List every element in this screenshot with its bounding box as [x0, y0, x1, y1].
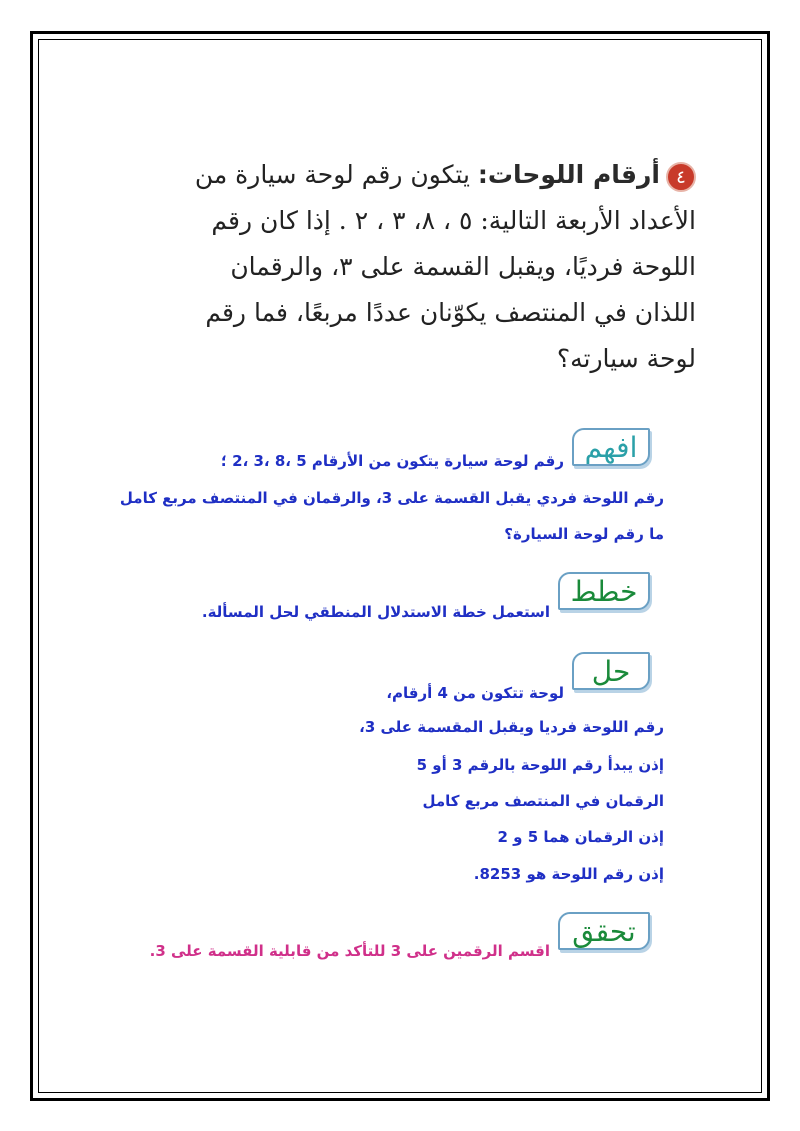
problem-text: اللذان في المنتصف يكوّنان عددًا مربعًا، فما رقم: [205, 298, 696, 327]
solve-line: لوحة تتكون من 4 أرقام،: [386, 684, 564, 702]
solve-line: إذن رقم اللوحة هو 8253.: [473, 865, 664, 883]
solve-line: إذن الرقمان هما 5 و 2: [497, 828, 664, 846]
solve-line: رقم اللوحة فرديا ويقبل المقسمة على 3،: [359, 718, 664, 736]
problem-text: الأعداد الأربعة التالية: ٥ ، ٨، ٣ ، ٢ . إذا كان رقم: [211, 206, 696, 235]
check-label: تحقق: [558, 912, 650, 950]
plan-label: خطط: [558, 572, 650, 610]
problem-number-badge: ٤: [666, 162, 696, 192]
solve-line: إذن يبدأ رقم اللوحة بالرقم 3 أو 5: [416, 756, 664, 774]
check-line: اقسم الرقمين على 3 للتأكد من قابلية القسمة على 3.: [149, 942, 550, 960]
solve-label: حل: [572, 652, 650, 690]
understand-line: ما رقم لوحة السيارة؟: [504, 525, 664, 543]
understand-label: افهم: [572, 428, 650, 466]
problem-text: لوحة سيارته؟: [556, 344, 696, 373]
solve-line: الرقمان في المنتصف مربع كامل: [422, 792, 664, 810]
problem-title: أرقام اللوحات:: [477, 160, 660, 189]
plan-line: استعمل خطة الاستدلال المنطقي لحل المسألة.: [201, 603, 550, 621]
problem-line-1: [176, 152, 696, 198]
problem-text: اللوحة فرديًا، ويقبل القسمة على ٣، والرقمان: [230, 252, 696, 281]
understand-line: رقم لوحة سيارة يتكون من الأرقام 5 ،8 ،3 ،2 ؛: [220, 452, 564, 470]
understand-line: رقم اللوحة فردي يقبل القسمة على 3، والرقمان في المنتصف مربع كامل: [119, 489, 664, 507]
problem-statement: [176, 152, 696, 382]
problem-text: يتكون رقم لوحة سيارة من: [194, 160, 470, 189]
